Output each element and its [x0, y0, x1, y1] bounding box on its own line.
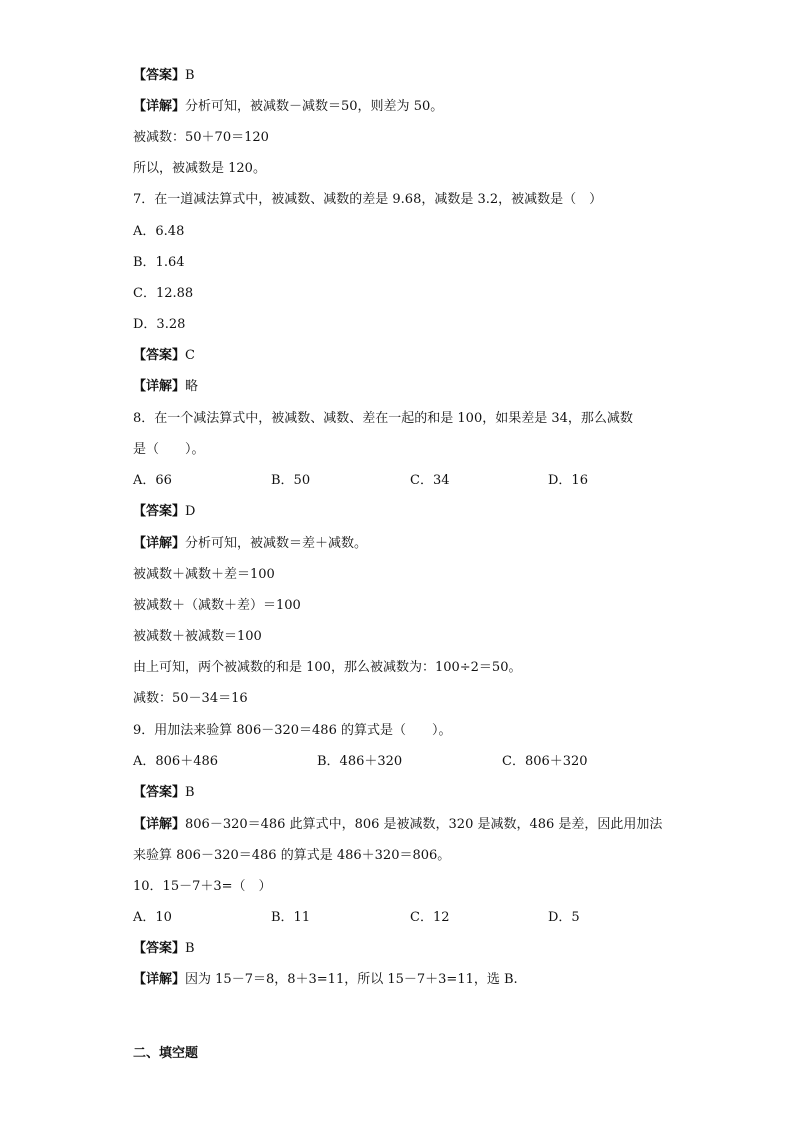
detail-text: 因为 15－7＝8，8＋3=11，所以 15－7＋3=11，选 B.: [185, 972, 518, 987]
q8-option-d: D．16: [548, 473, 588, 488]
q6-detail: [133, 99, 443, 115]
detail-text: 分析可知，被减数＝差＋减数。: [185, 536, 368, 551]
detail-label: 【详解】: [133, 99, 186, 114]
q8-answer: [133, 504, 195, 520]
section-heading: 二、填空题: [133, 1046, 199, 1061]
detail-text: 分析可知，被减数－减数＝50，则差为 50。: [185, 99, 444, 114]
q8-option-a: A．66: [133, 473, 172, 488]
q8-stem-line2: 是（ ）。: [133, 442, 205, 457]
q10-option-b: B．11: [271, 910, 311, 925]
q8-detail-line: 被减数＋（减数＋差）＝100: [133, 598, 301, 613]
q7-answer: [133, 348, 195, 364]
q7-option-b: B．1.64: [133, 255, 185, 270]
detail-label: 【详解】: [133, 379, 186, 394]
answer-label: 【答案】: [133, 785, 186, 800]
detail-text: 略: [185, 379, 199, 394]
q8-detail: [133, 536, 367, 552]
detail-label: 【详解】: [133, 817, 186, 832]
q8-detail-line: 由上可知，两个被减数的和是 100，那么被减数为：100÷2＝50。: [133, 660, 522, 675]
q7-stem: 7．在一道减法算式中，被减数、减数的差是 9.68，减数是 3.2，被减数是（ ）: [133, 192, 603, 207]
q9-detail: [133, 817, 662, 833]
q10-answer: [133, 941, 195, 957]
q8-option-c: C．34: [410, 473, 450, 488]
q9-option-b: B．486＋320: [317, 754, 403, 769]
q10-option-d: D．5: [548, 910, 580, 925]
answer-value: C: [185, 348, 195, 363]
q6-answer: [133, 68, 195, 84]
q8-option-b: B．50: [271, 473, 311, 488]
answer-value: B: [185, 785, 195, 800]
answer-value: B: [185, 941, 195, 956]
answer-value: D: [185, 504, 196, 519]
q9-answer: [133, 785, 195, 801]
q7-option-c: C．12.88: [133, 286, 194, 301]
q8-detail-line: 减数：50－34＝16: [133, 691, 248, 706]
q8-detail-line: 被减数＋减数＋差＝100: [133, 567, 275, 582]
q6-detail-line: 所以，被减数是 120。: [133, 161, 266, 176]
q9-stem: 9．用加法来验算 806－320＝486 的算式是（ ）。: [133, 723, 452, 738]
answer-label: 【答案】: [133, 941, 186, 956]
q9-option-a: A．806＋486: [133, 754, 219, 769]
q10-option-a: A．10: [133, 910, 172, 925]
answer-label: 【答案】: [133, 348, 186, 363]
q10-stem: 10．15－7＋3=（ ）: [133, 879, 272, 894]
detail-text: 806－320＝486 此算式中，806 是被减数，320 是减数，486 是差，因此用加法: [185, 817, 663, 832]
q7-option-d: D．3.28: [133, 317, 186, 332]
answer-label: 【答案】: [133, 504, 186, 519]
answer-value: B: [185, 68, 195, 83]
q6-detail-line: 被减数：50＋70＝120: [133, 130, 269, 145]
q9-detail-line: 来验算 806－320＝486 的算式是 486＋320＝806。: [133, 848, 451, 863]
detail-label: 【详解】: [133, 972, 186, 987]
detail-label: 【详解】: [133, 536, 186, 551]
q9-option-c: C．806＋320: [502, 754, 588, 769]
q10-detail: [133, 972, 518, 988]
q7-detail: [133, 379, 198, 395]
q7-option-a: A．6.48: [133, 224, 185, 239]
q8-stem-line1: 8．在一个减法算式中，被减数、减数、差在一起的和是 100，如果差是 34，那么减数: [133, 411, 633, 426]
answer-label: 【答案】: [133, 68, 186, 83]
q10-option-c: C．12: [410, 910, 450, 925]
q8-detail-line: 被减数＋被减数＝100: [133, 629, 262, 644]
